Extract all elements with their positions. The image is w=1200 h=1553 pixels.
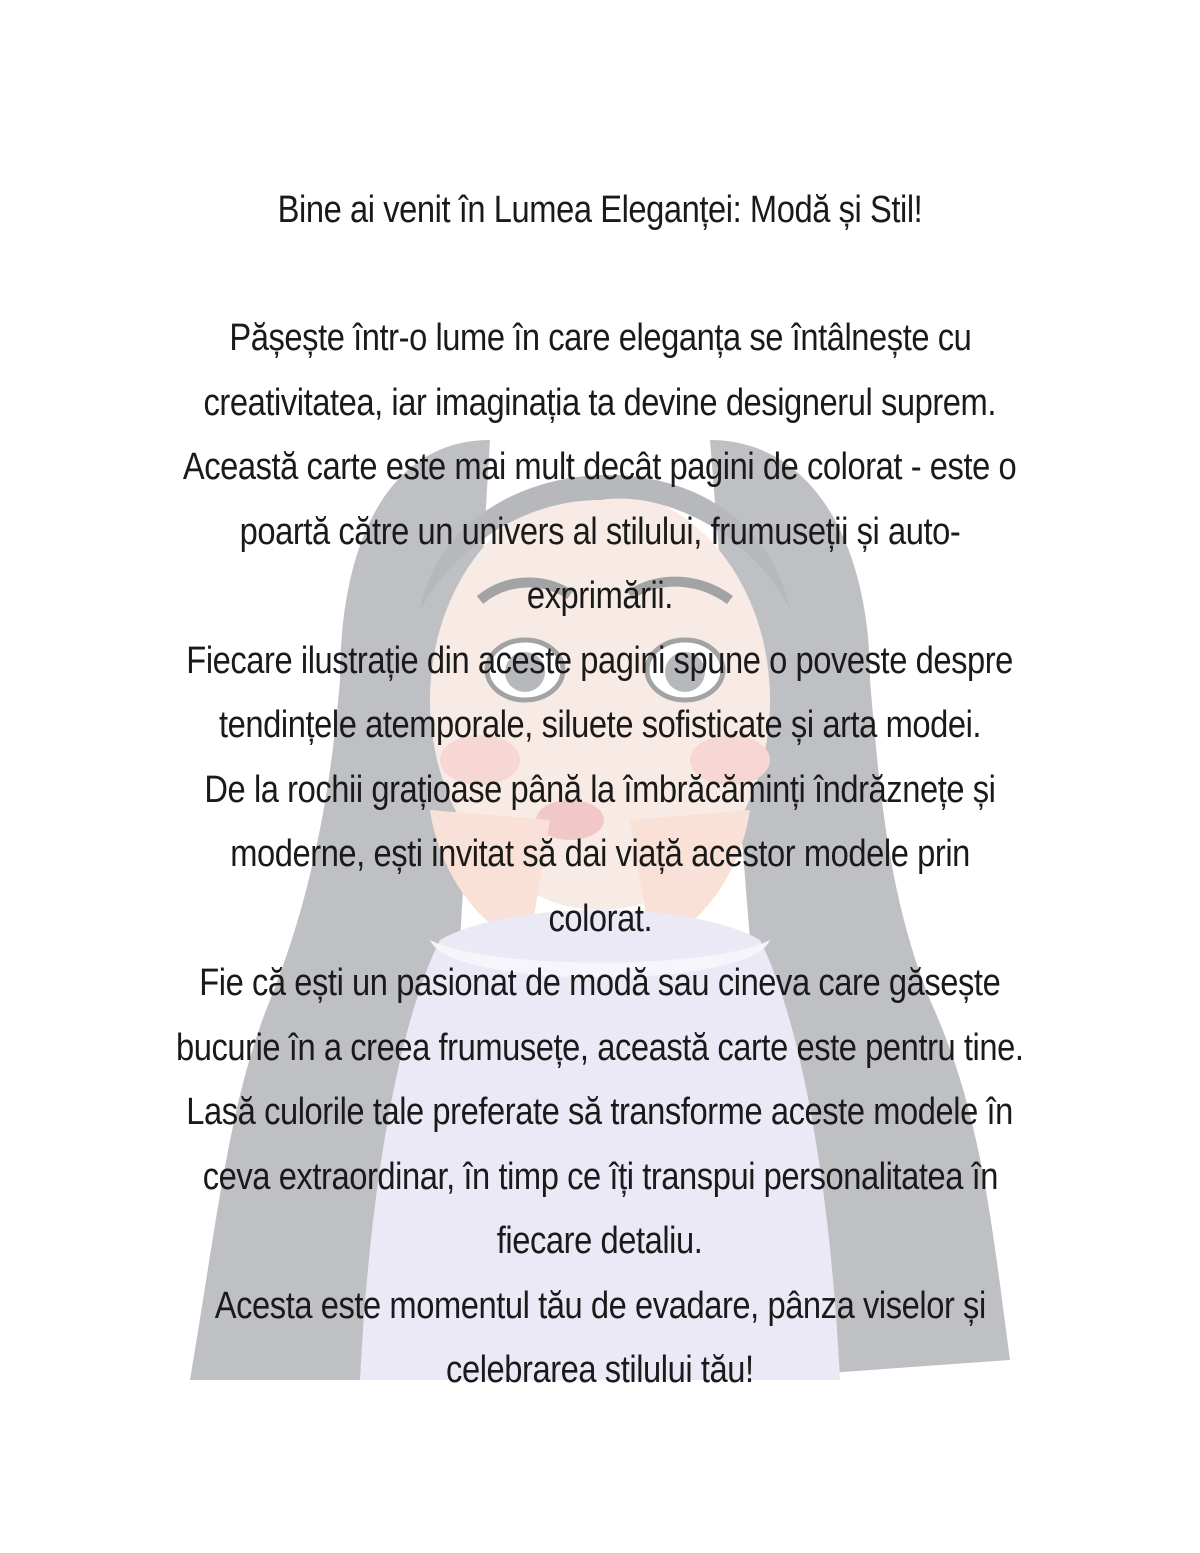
text-line-content: Această carte este mai mult decât pagini de colorat - este o	[183, 446, 1017, 488]
text-line-content: celebrarea stilului tău!	[446, 1349, 754, 1391]
text-line-content: Fie că ești un pasionat de modă sau cineva care găsește	[199, 962, 1001, 1004]
text-line-content: ceva extraordinar, în timp ce îți transpui personalitatea în	[202, 1155, 998, 1198]
text-line-content: poartă către un univers al stilului, frumuseții și auto-	[239, 510, 961, 553]
text-line-content: Lasă culorile tale preferate să transforme aceste modele în	[186, 1091, 1014, 1133]
text-line	[100, 306, 1100, 371]
text-line	[100, 1080, 1100, 1145]
text-line	[100, 1209, 1100, 1274]
text-line	[100, 693, 1100, 758]
text-line	[100, 500, 1100, 565]
text-line	[100, 435, 1100, 500]
text-line-content: colorat.	[548, 897, 652, 940]
text-line	[100, 629, 1100, 694]
text-line	[100, 371, 1100, 436]
text-line-content: De la rochii grațioase până la îmbrăcăminți îndrăznețe și	[204, 768, 996, 811]
text-line-content: Fiecare ilustrație din aceste pagini spune o poveste despre	[186, 639, 1014, 682]
text-line	[100, 564, 1100, 629]
text-line-content: tendințele atemporale, siluete sofisticate și arta modei.	[218, 704, 982, 746]
text-line	[100, 758, 1100, 823]
text-line	[100, 1274, 1100, 1339]
text-line	[100, 887, 1100, 952]
page-title: Bine ai venit în Lumea Eleganței: Modă și Stil!	[277, 189, 923, 231]
text-line-content: Acesta este momentul tău de evadare, pânza viselor și	[214, 1284, 986, 1327]
text-line-content: moderne, ești invitat să dai viață acestor modele prin	[230, 833, 970, 875]
text-line	[100, 1016, 1100, 1081]
intro-paragraphs	[100, 306, 1100, 1403]
text-line-content: creativitatea, iar imaginația ta devine designerul suprem.	[203, 381, 997, 424]
intro-text-block	[100, 178, 1100, 1403]
text-line	[100, 1145, 1100, 1210]
text-line-content: exprimării.	[527, 575, 673, 617]
text-line	[100, 951, 1100, 1016]
text-line-content: bucurie în a creea frumusețe, această carte este pentru tine.	[176, 1026, 1024, 1069]
text-line-content: Pășește într-o lume în care eleganța se întâlnește cu	[228, 317, 971, 359]
text-line	[100, 822, 1100, 887]
text-line-content: fiecare detaliu.	[497, 1220, 703, 1262]
text-line	[100, 1338, 1100, 1403]
